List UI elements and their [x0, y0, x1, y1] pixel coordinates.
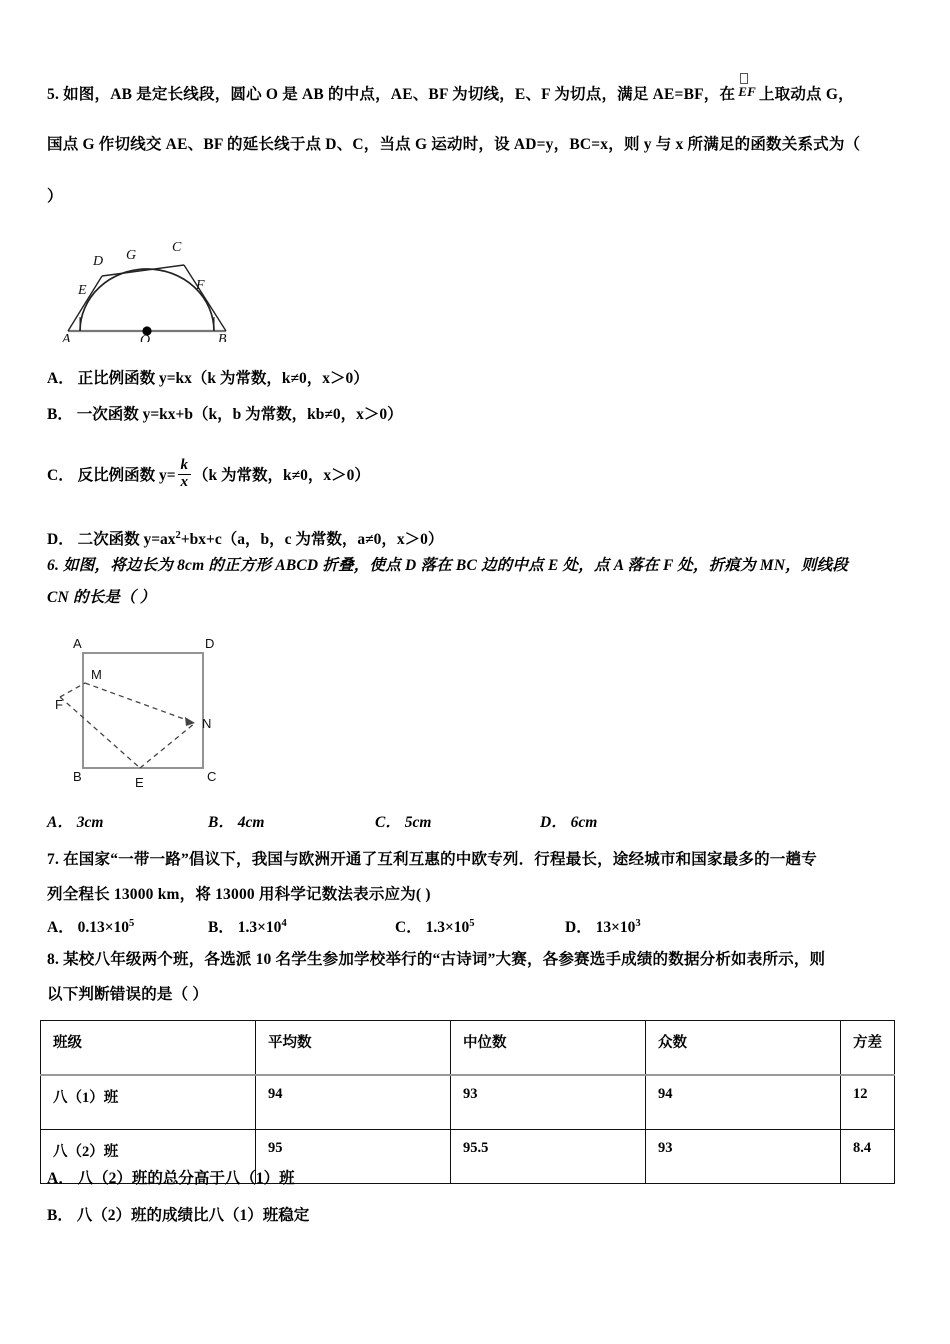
- question-5-option-d[interactable]: [47, 527, 443, 549]
- question-6-option-b-key: B．: [208, 814, 234, 831]
- svg-text:F: F: [196, 278, 205, 293]
- question-7-option-d-exponent: 3: [635, 917, 641, 929]
- svg-text:C: C: [172, 240, 182, 255]
- svg-text:B: B: [73, 769, 82, 784]
- question-5-stem-line-2: 国点 G 作切线交 AE、BF 的延长线于点 D、C，当点 G 运动时，设 AD=y，BC=x，则 y 与 x 所满足的函数关系式为（: [47, 136, 861, 153]
- svg-text:N: N: [202, 716, 212, 731]
- question-7-option-c[interactable]: [395, 915, 475, 937]
- question-5-option-a-key: A．: [47, 370, 74, 387]
- question-7-option-a-key: A．: [47, 919, 74, 936]
- question-5-option-b-key: B．: [47, 406, 73, 423]
- question-5-figure: [60, 237, 235, 347]
- svg-text:A: A: [73, 636, 82, 651]
- table-header-row: [41, 1021, 895, 1076]
- svg-text:D: D: [93, 254, 104, 269]
- svg-text:C: C: [207, 769, 217, 784]
- question-7-option-c-key: C．: [395, 919, 422, 936]
- table-cell-mean-1: 94: [256, 1075, 451, 1130]
- question-5-option-c[interactable]: [47, 457, 370, 493]
- question-5-option-b-text: 一次函数 y=kx+b（k，b 为常数，kb≠0，x＞0）: [76, 406, 403, 423]
- question-7-option-d[interactable]: [565, 915, 641, 937]
- question-5-option-c-prefix: 反比例函数 y=: [77, 466, 176, 484]
- question-5-option-a-text: 正比例函数 y=kx（k 为常数，k≠0，x＞0）: [77, 370, 369, 387]
- table-header-mean: 平均数: [256, 1021, 451, 1076]
- question-7-option-d-mantissa: 13×10: [595, 919, 636, 936]
- fraction-numerator: k: [180, 457, 189, 473]
- table-header-median: 中位数: [451, 1021, 646, 1076]
- svg-text:O: O: [140, 333, 151, 342]
- question-6-option-a[interactable]: [47, 810, 103, 832]
- question-8-option-b[interactable]: [47, 1203, 309, 1225]
- missing-glyph-box-icon: [740, 73, 748, 84]
- svg-text:B: B: [218, 332, 227, 342]
- svg-text:G: G: [126, 248, 137, 263]
- question-8-option-a-text: 八（2）班的总分高于八（1）班: [77, 1170, 295, 1187]
- table-cell-median-1: 93: [451, 1075, 646, 1130]
- question-6-stem-line-1: 6. 如图，将边长为 8cm 的正方形 ABCD 折叠，使点 D 落在 BC 边的中点 E 处，点 A 落在 F 处，折痕为 MN，则线段: [47, 557, 849, 574]
- question-7-option-b-mantissa: 1.3×10: [237, 919, 282, 936]
- question-8-stem-line-1: 8. 某校八年级两个班，各选派 10 名学生参加学校举行的“古诗词”大赛，各参赛选手成绩的数据分析如表所示，则: [47, 951, 826, 968]
- question-6-option-d-key: D．: [540, 814, 567, 831]
- question-6-stem-line-2: CN 的长是（ ）: [47, 589, 156, 606]
- question-5-option-c-key: C．: [47, 466, 74, 484]
- arc-ef-label: [738, 84, 756, 100]
- svg-text:A: A: [62, 332, 71, 342]
- question-7-stem-line-2: 列全程长 13000 km，将 13000 用科学记数法表示应为( ): [47, 886, 431, 903]
- question-6-option-c-text: 5cm: [404, 814, 432, 831]
- fraction-k-over-x: [178, 458, 192, 491]
- question-5-stem-line-1: [47, 84, 927, 105]
- question-8-option-a[interactable]: [47, 1166, 295, 1188]
- svg-text:F: F: [55, 697, 63, 712]
- question-7-option-c-exponent: 5: [469, 917, 475, 929]
- question-7-option-b-exponent: 4: [281, 917, 287, 929]
- question-7-option-a-exponent: 5: [129, 917, 135, 929]
- table-cell-variance-2: 8.4: [841, 1130, 895, 1184]
- question-6-option-c-key: C．: [375, 814, 401, 831]
- table-cell-median-2: 95.5: [451, 1130, 646, 1184]
- question-6-option-d-text: 6cm: [570, 814, 598, 831]
- question-5-option-d-post: +bx+c（a，b，c 为常数，a≠0，x＞0）: [180, 531, 444, 548]
- svg-text:D: D: [205, 636, 215, 651]
- table-header-mode: 众数: [646, 1021, 841, 1076]
- arc-ef-text: EF: [738, 84, 756, 99]
- svg-text:E: E: [135, 775, 144, 790]
- score-statistics-table: [40, 1020, 895, 1184]
- question-5-option-b[interactable]: [47, 402, 403, 424]
- question-7-option-a-mantissa: 0.13×10: [77, 919, 130, 936]
- question-8-option-b-key: B．: [47, 1207, 73, 1224]
- question-6-option-c[interactable]: [375, 810, 431, 832]
- question-6-figure: [55, 635, 240, 800]
- table-cell-class-2: 八（2）班: [41, 1130, 256, 1184]
- fraction-denominator: x: [178, 474, 192, 491]
- table-cell-mode-2: 93: [646, 1130, 841, 1184]
- question-6-option-a-text: 3cm: [76, 814, 104, 831]
- table-cell-mode-1: 94: [646, 1075, 841, 1130]
- table-header-variance: 方差: [841, 1021, 895, 1076]
- question-7-option-b-key: B．: [208, 919, 234, 936]
- question-6-option-d[interactable]: [540, 810, 597, 832]
- question-8-stem-line-2: 以下判断错误的是（ ）: [47, 986, 209, 1003]
- semicircle-tangent-figure: [60, 237, 235, 342]
- svg-text:E: E: [78, 283, 87, 298]
- question-7-option-a[interactable]: [47, 915, 134, 937]
- question-5-option-d-exponent: 2: [175, 529, 181, 541]
- table-cell-mean-2: 95: [256, 1130, 451, 1184]
- question-7-option-b[interactable]: [208, 915, 287, 937]
- folded-square-figure: [55, 635, 240, 795]
- table-cell-class-1: 八（1）班: [41, 1075, 256, 1130]
- question-7-option-c-mantissa: 1.3×10: [425, 919, 470, 936]
- question-5-option-d-key: D．: [47, 531, 74, 548]
- question-5-stem-line-3: ）: [47, 188, 63, 205]
- question-5-option-c-suffix: （k 为常数，k≠0，x＞0）: [193, 466, 370, 484]
- svg-text:M: M: [91, 667, 102, 682]
- question-5-option-a[interactable]: [47, 366, 369, 388]
- question-5-stem-text-b: 上取动点 G，: [758, 86, 854, 103]
- table-header-class: 班级: [41, 1021, 256, 1076]
- question-5-stem-text-a: 5. 如图，AB 是定长线段，圆心 O 是 AB 的中点，AE、BF 为切线，E、F 为切点，满足 AE=BF，在: [47, 86, 736, 103]
- question-6-option-a-key: A．: [47, 814, 73, 831]
- question-7-option-d-key: D．: [565, 919, 592, 936]
- question-7-stem-line-1: 7. 在国家“一带一路”倡议下，我国与欧洲开通了互利互惠的中欧专列．行程最长，途经城市和国家最多的一趟专: [47, 851, 817, 868]
- question-8-option-b-text: 八（2）班的成绩比八（1）班稳定: [76, 1207, 310, 1224]
- question-5-option-d-pre: 二次函数 y=ax: [77, 531, 176, 548]
- question-6-option-b[interactable]: [208, 810, 264, 832]
- question-6-option-b-text: 4cm: [237, 814, 265, 831]
- table-row: [41, 1075, 895, 1130]
- table-cell-variance-1: 12: [841, 1075, 895, 1130]
- question-8-option-a-key: A．: [47, 1170, 74, 1187]
